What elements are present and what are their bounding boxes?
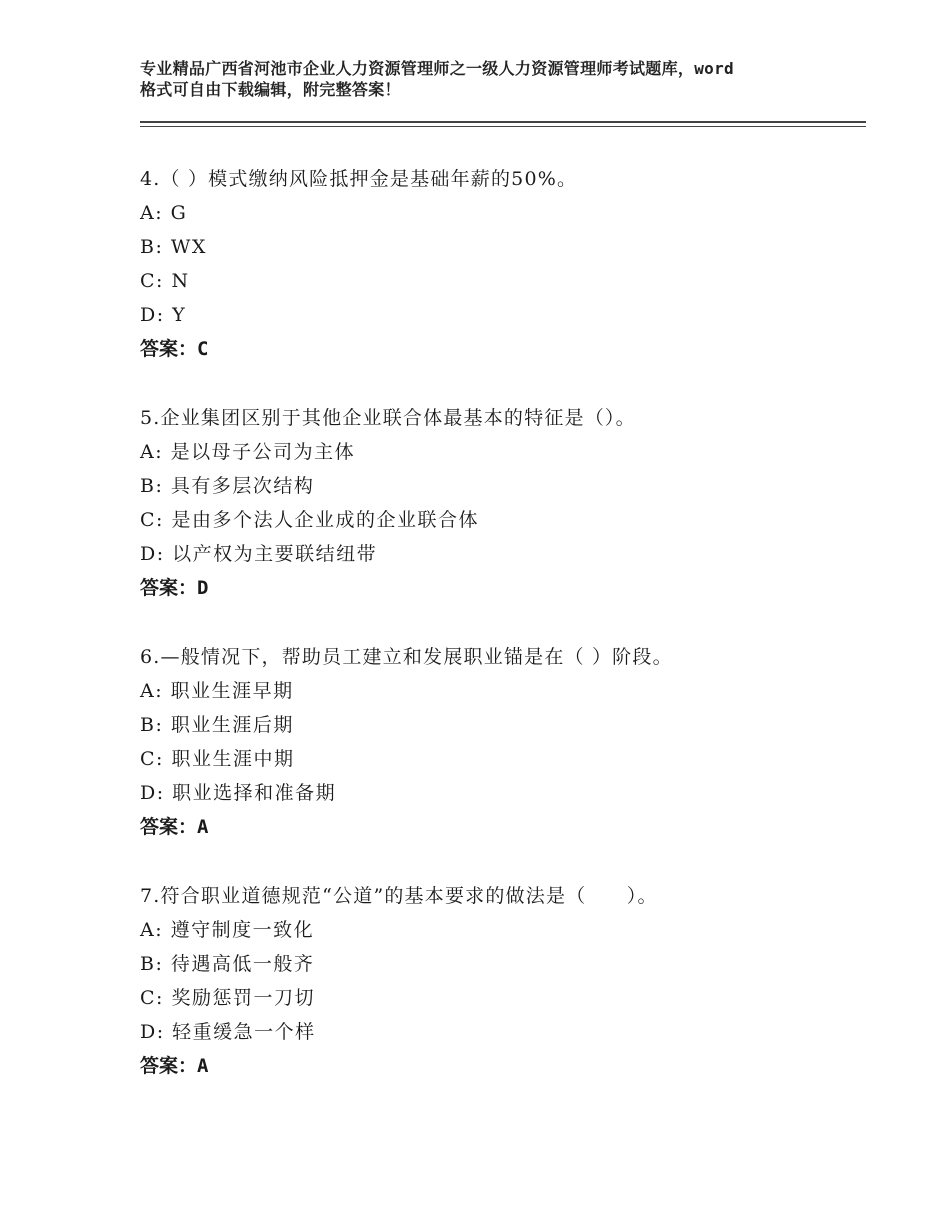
answer: 答案：C bbox=[140, 338, 209, 360]
question-stem: 4.（ ）模式缴纳风险抵押金是基础年薪的50%。 bbox=[140, 168, 578, 190]
header-divider-thin bbox=[140, 126, 866, 127]
option-b: B: 具有多层次结构 bbox=[140, 475, 315, 497]
question-7 bbox=[140, 881, 860, 1085]
option-c: C: N bbox=[140, 270, 190, 292]
question-6 bbox=[140, 642, 860, 846]
option-c: C: 奖励惩罚一刀切 bbox=[140, 987, 315, 1009]
question-5 bbox=[140, 403, 860, 607]
question-stem: 5.企业集团区别于其他企业联合体最基本的特征是（）。 bbox=[140, 407, 636, 429]
option-c: C: 职业生涯中期 bbox=[140, 748, 295, 770]
option-a: A: 是以母子公司为主体 bbox=[140, 441, 356, 463]
option-b: B: 职业生涯后期 bbox=[140, 714, 294, 736]
option-d: D: 职业选择和准备期 bbox=[140, 782, 337, 804]
question-stem: 6.—般情况下，帮助员工建立和发展职业锚是在（ ）阶段。 bbox=[140, 646, 673, 668]
answer: 答案：A bbox=[140, 816, 209, 838]
option-a: A: 遵守制度一致化 bbox=[140, 919, 315, 941]
option-c: C: 是由多个法人企业成的企业联合体 bbox=[140, 509, 479, 531]
option-b: B: WX bbox=[140, 236, 207, 258]
option-a: A: G bbox=[140, 202, 188, 224]
option-d: D: 轻重缓急一个样 bbox=[140, 1021, 316, 1043]
document-header bbox=[140, 58, 830, 100]
option-d: D: 以产权为主要联结纽带 bbox=[140, 543, 378, 565]
question-stem: 7.符合职业道德规范“公道”的基本要求的做法是（ ）。 bbox=[140, 885, 658, 907]
question-4 bbox=[140, 164, 860, 368]
answer: 答案：D bbox=[140, 577, 209, 599]
question-list bbox=[140, 164, 860, 1085]
header-divider-thick bbox=[140, 121, 866, 123]
header-line-2: 格式可自由下载编辑，附完整答案！ bbox=[140, 80, 401, 99]
option-b: B: 待遇高低一般齐 bbox=[140, 953, 315, 975]
option-a: A: 职业生涯早期 bbox=[140, 680, 294, 702]
option-d: D: Y bbox=[140, 304, 187, 326]
answer: 答案：A bbox=[140, 1055, 209, 1077]
header-line-1: 专业精品广西省河池市企业人力资源管理师之一级人力资源管理师考试题库，word bbox=[140, 59, 734, 78]
